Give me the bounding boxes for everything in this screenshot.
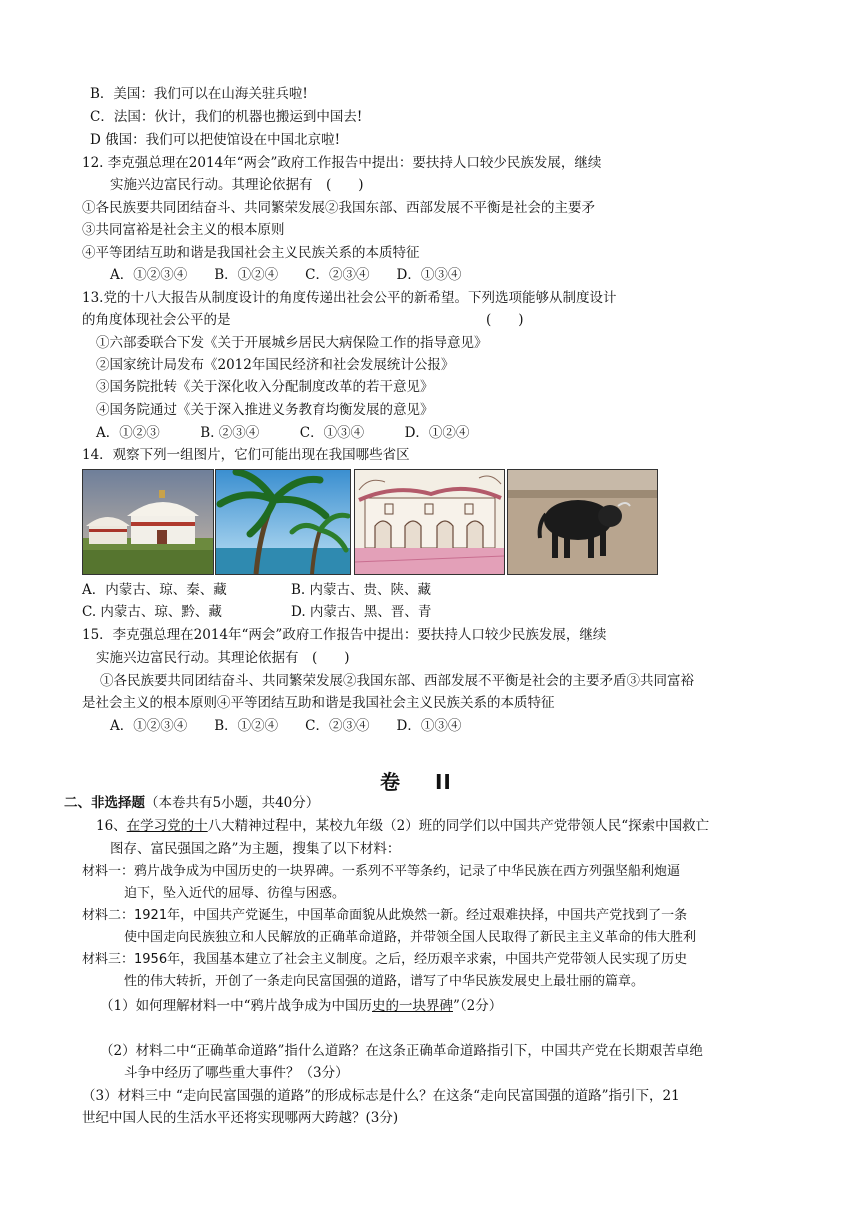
- material-3-line1: 材料三：1956年，我国基本建立了社会主义制度。之后，经历艰辛求索，中国共产党带领人民实现了历史: [82, 952, 688, 967]
- q14-option-b: B. 内蒙古、贵、陕、藏: [291, 582, 432, 598]
- part-two-title-numeral: II: [434, 770, 452, 794]
- q16-stem-text: 八大精神过程中，某校九年级（2）班的同学们以中国共产党带领人民“探索中国救亡: [207, 818, 710, 834]
- q14-option-a: A．内蒙古、琼、秦、藏: [82, 582, 227, 598]
- q15-body-line2: 是社会主义的根本原则④平等团结互助和谐是我国社会主义民族关系的本质特征: [82, 695, 555, 711]
- section-heading-label: 二、非选择题: [64, 795, 145, 811]
- q16-underlined-text: 在学习党的十: [126, 818, 208, 834]
- palm-tree-photo: [215, 469, 351, 575]
- q15-stem-line1: 15．李克强总理在2014年“两会”政府工作报告中提出：要扶持人口较少民族发展，继续: [82, 627, 607, 643]
- q11-option-b: B．美国：我们可以在山海关驻兵啦!: [90, 86, 308, 102]
- q16-subquestion-3-line2: 世纪中国人民的生活水平还将实现哪两大跨越？(3分): [82, 1110, 399, 1126]
- q12-options: A．①②③④ B．①②④ C．②③④ D．①③④: [110, 267, 462, 283]
- q13-item-1: ①六部委联合下发《关于开展城乡居民大病保险工作的指导意见》: [96, 335, 488, 351]
- section-heading: [64, 794, 319, 812]
- q14-option-c: C. 内蒙古、琼、黔、藏: [82, 604, 222, 620]
- q12-stem-line1: 12. 李克强总理在2014年“两会”政府工作报告中提出：要扶持人口较少民族发展，继续: [82, 155, 602, 171]
- q11-option-d: D 俄国：我们可以把使馆设在中国北京啦!: [90, 132, 341, 148]
- yurt-photo: [82, 469, 214, 575]
- q16-subquestion-2-line1: （2）材料二中“正确革命道路”指什么道路？在这条正确革命道路指引下，中国共产党在长期艰苦卓绝: [100, 1043, 703, 1059]
- q11-option-c: C．法国：伙计，我们的机器也搬运到中国去!: [90, 109, 363, 125]
- q12-stem-line2: 实施兴边富民行动。其理论依据有 ( ): [110, 177, 364, 193]
- q16-sq1-text: （1）如何理解材料一中“鸦片战争成为中国历: [100, 998, 372, 1014]
- q12-item-1: ①各民族要共同团结奋斗、共同繁荣发展②我国东部、西部发展不平衡是社会的主要矛: [82, 200, 595, 216]
- material-3-line2: 性的伟大转折，开创了一条走向民富国强的道路，谱写了中华民族发展史上最壮丽的篇章。: [124, 974, 645, 989]
- arcade-building-sketch: [354, 469, 505, 575]
- q15-options: A．①②③④ B．①②④ C．②③④ D．①③④: [110, 718, 462, 734]
- q16-subquestion-1: [100, 997, 502, 1015]
- material-1-line1: 材料一：鸦片战争成为中国历史的一块界碑。一系列不平等条约，记录了中华民族在西方列强坚船利炮逼: [82, 864, 681, 879]
- q15-body-line1: ①各民族要共同团结奋斗、共同繁荣发展②我国东部、西部发展不平衡是社会的主要矛盾③共同富裕: [100, 673, 694, 689]
- q12-item-2: ③共同富裕是社会主义的根本原则: [82, 222, 285, 238]
- q13-answer-paren: ( ): [486, 312, 524, 328]
- q16-number: 16、: [96, 818, 127, 834]
- q13-stem-line1: 13.党的十八大报告从制度设计的角度传递出社会公平的新希望。下列选项能够从制度设计: [82, 290, 617, 306]
- q16-sq1-underlined: 史的一块界碑: [372, 998, 453, 1014]
- q16-subquestion-3-line1: （3）材料三中 “走向民富国强的道路”的形成标志是什么？在这条“走向民富国强的道路”指引下，21: [82, 1088, 680, 1104]
- q13-item-4: ④国务院通过《关于深入推进义务教育均衡发展的意见》: [96, 402, 434, 418]
- q16-sq1-points: ”（2分）: [453, 998, 503, 1014]
- part-two-title: [380, 766, 452, 795]
- part-two-title-char: 卷: [380, 770, 401, 794]
- material-1-line2: 迫下，坠入近代的屈辱、彷徨与困惑。: [124, 886, 346, 901]
- q13-stem-line2: 的角度体现社会公平的是: [82, 312, 231, 328]
- q13-item-2: ②国家统计局发布《2012年国民经济和社会发展统计公报》: [96, 357, 455, 373]
- q16-subquestion-2-line2: 斗争中经历了哪些重大事件？（3分）: [124, 1065, 349, 1081]
- q13-item-3: ③国务院批转《关于深化收入分配制度改革的若干意见》: [96, 379, 434, 395]
- yak-photo: [507, 469, 658, 575]
- q15-stem-line2: 实施兴边富民行动。其理论依据有 ( ): [96, 650, 350, 666]
- q16-stem-line1: [96, 817, 709, 835]
- material-2-line1: 材料二：1921年，中国共产党诞生，中国革命面貌从此焕然一新。经过艰难抉择，中国共产党找到了一条: [82, 908, 688, 923]
- q13-options: A．①②③ B. ②③④ C．①③④ D．①②④: [96, 425, 470, 441]
- q12-item-3: ④平等团结互助和谐是我国社会主义民族关系的本质特征: [82, 245, 420, 261]
- section-heading-note: （本卷共有5小题，共40分）: [145, 795, 320, 811]
- q14-stem: 14．观察下列一组图片，它们可能出现在我国哪些省区: [82, 447, 410, 463]
- q16-stem-line2: 图存、富民强国之路”为主题，搜集了以下材料：: [110, 841, 401, 857]
- q14-option-d: D. 内蒙古、黑、晋、青: [291, 604, 432, 620]
- material-2-line2: 使中国走向民族独立和人民解放的正确革命道路，并带领全国人民取得了新民主主义革命的伟大胜利: [124, 930, 697, 945]
